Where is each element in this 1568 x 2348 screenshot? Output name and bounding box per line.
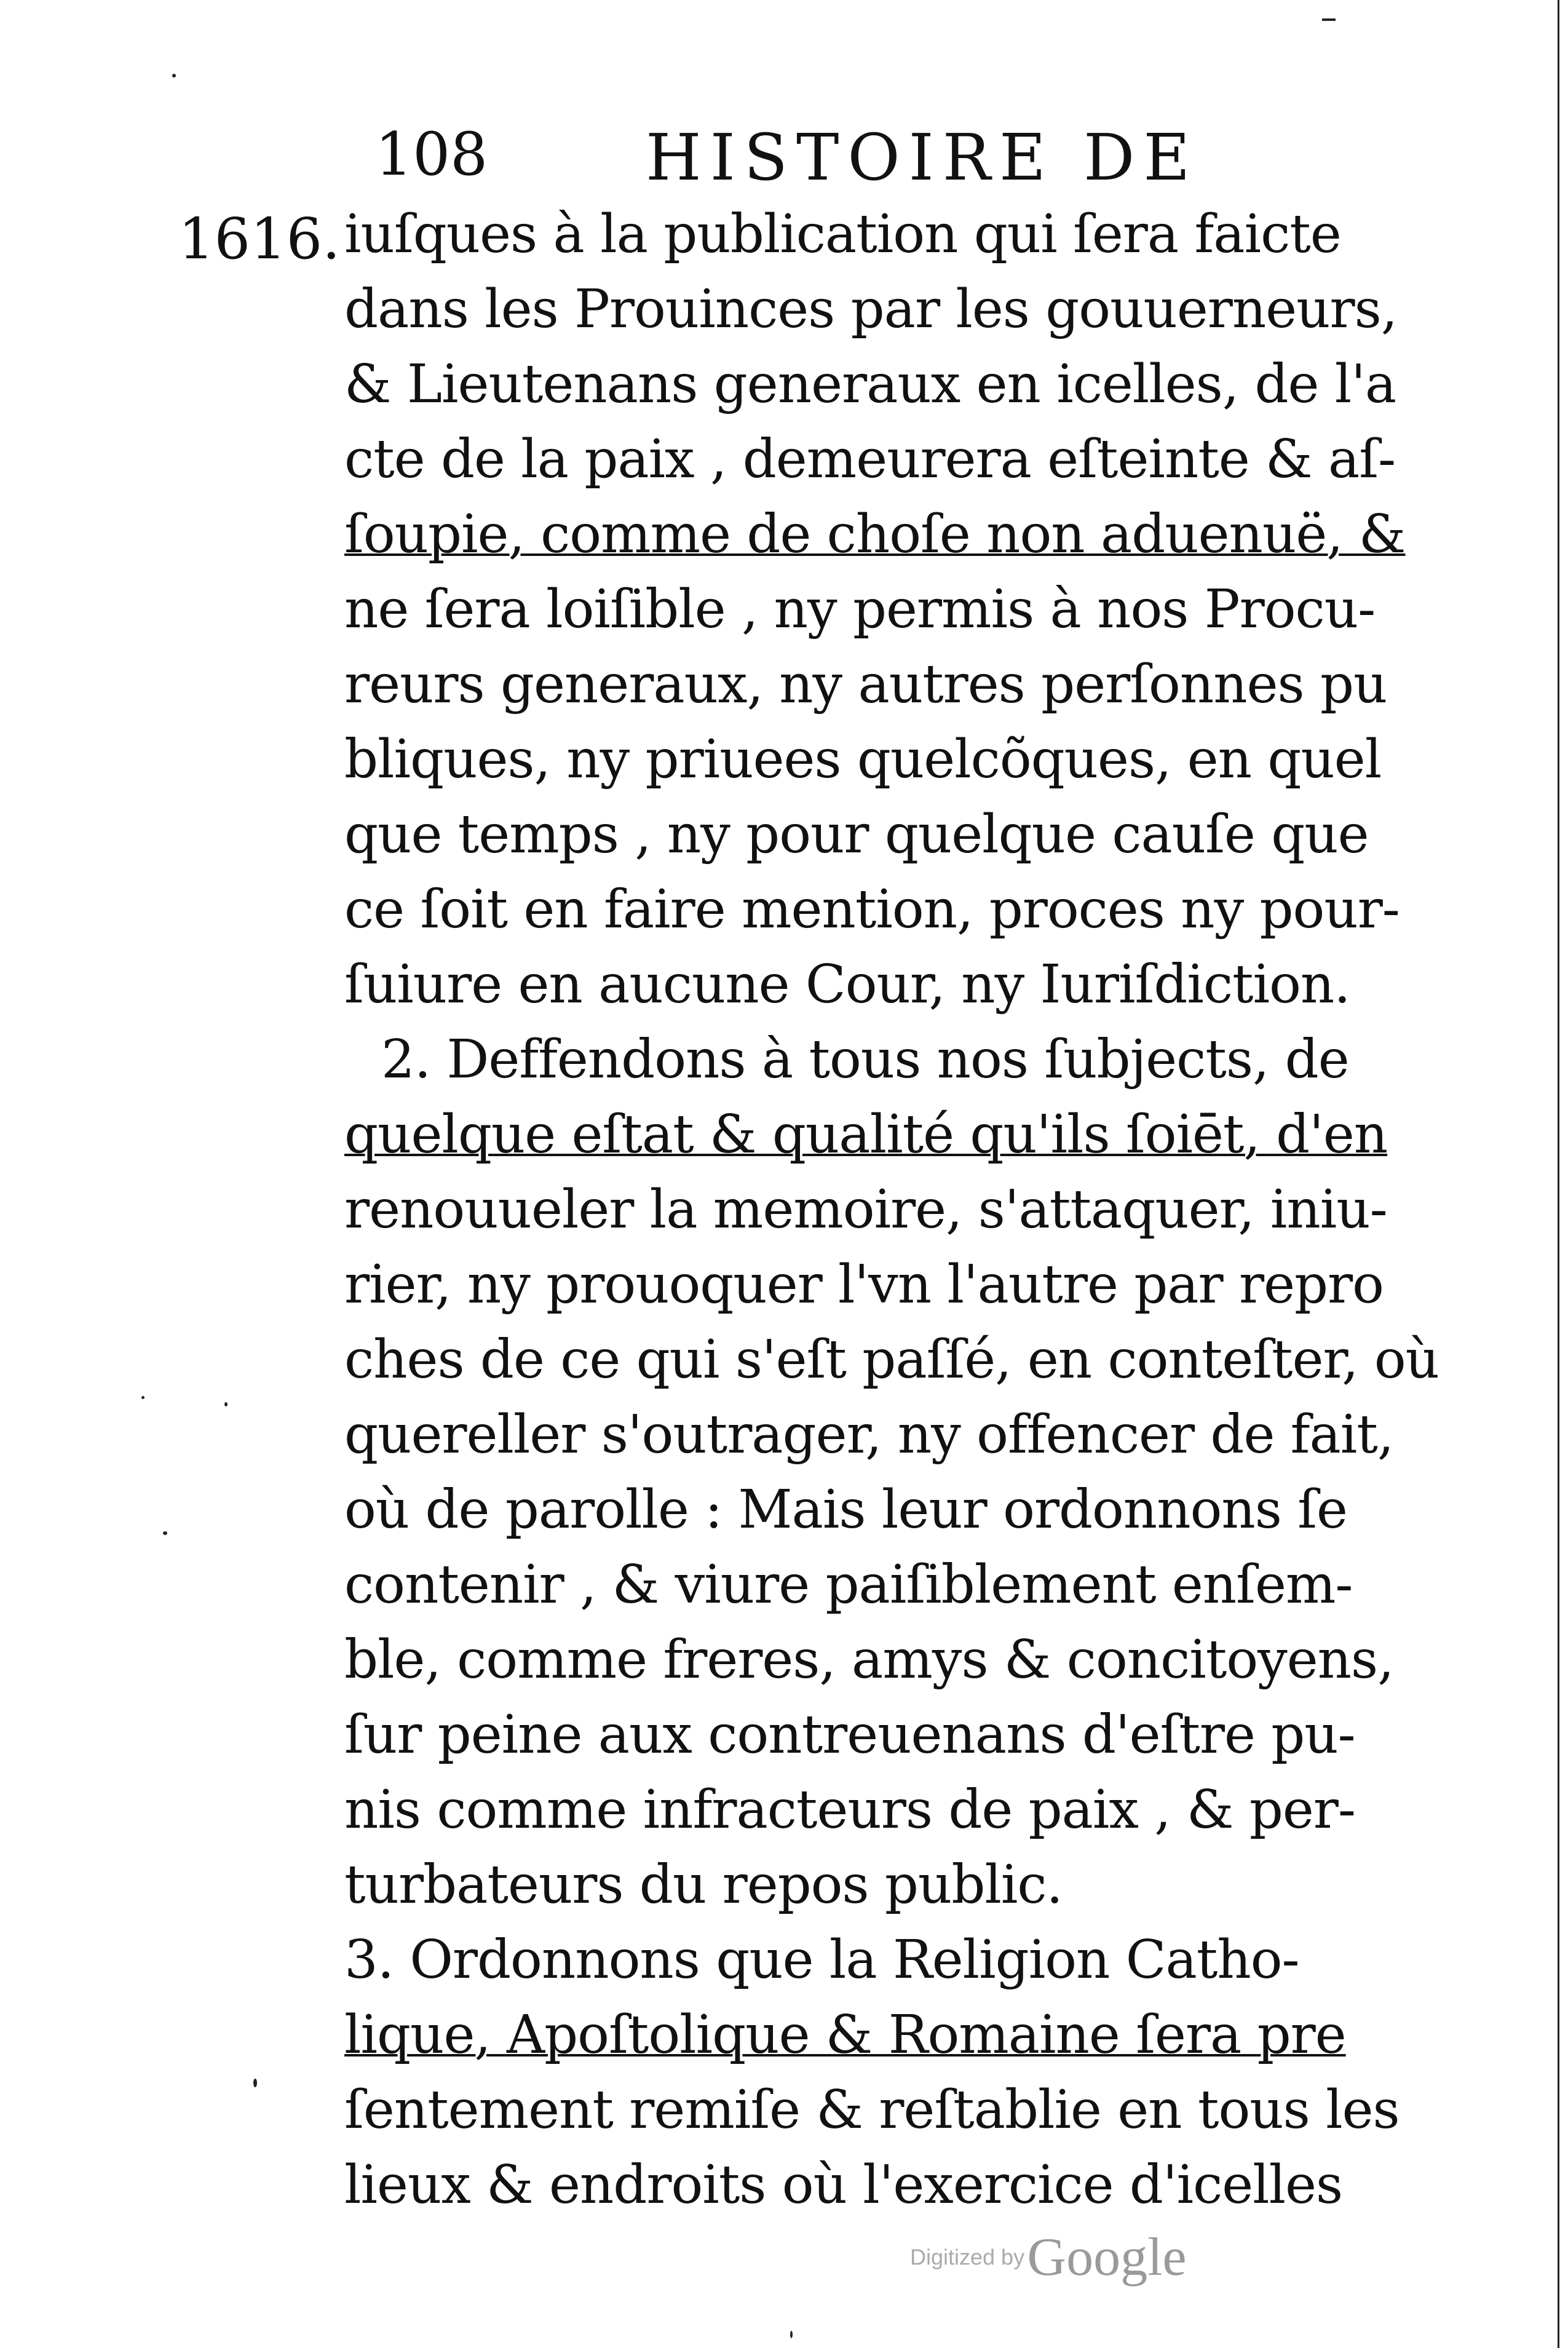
text-line: ble, comme freres, amys & concitoyens, [344,1629,1394,1691]
scan-speck [790,2331,793,2338]
running-title: HISTOIRE DE [646,120,1199,195]
page-header [375,120,1420,206]
digitized-watermark [910,2226,1187,2288]
google-logo: Google [1027,2227,1187,2287]
margin-year: 1616. [178,206,341,272]
text-line: ce ſoit en faire mention, proces ny pour- [344,879,1400,940]
scan-speck [172,74,176,77]
text-line: bliques, ny priuees quelcõques, en quel [344,729,1382,790]
text-line: où de parolle : Mais leur ordonnons ſe [344,1479,1347,1541]
page-number: 108 [375,120,488,189]
text-line: 2. Deffendons à tous nos ſubjects, de [381,1029,1349,1090]
text-line: lieux & endroits où l'exercice d'icelles [344,2154,1343,2216]
body-text [344,197,1439,2223]
scan-speck [163,1531,167,1535]
text-line: rier, ny prouoquer l'vn l'autre par repro [344,1254,1384,1315]
scan-speck [224,1402,228,1406]
text-line: quereller s'outrager, ny offencer de fait, [344,1404,1394,1466]
text-line: quelque eſtat & qualité qu'ils ſoiēt, d'en [344,1104,1388,1165]
scan-speck [253,2079,257,2087]
page-edge [1558,0,1568,2348]
text-line: ſentement remiſe & reſtablie en tous les [344,2079,1400,2141]
text-line: contenir , & viure paiſiblement enſem- [344,1554,1353,1616]
text-line: que temps , ny pour quelque cauſe que [344,804,1369,865]
text-line: ſoupie, comme de choſe non aduenuë, & [344,504,1406,565]
text-line: nis comme infracteurs de paix , & per- [344,1779,1355,1841]
scan-speck [1322,18,1336,21]
text-line: reurs generaux, ny autres perſonnes pu [344,654,1387,715]
watermark-prefix: Digitized by [910,2244,1025,2270]
scan-speck [141,1396,145,1399]
text-line: iuſques à la publication qui ſera faicte [344,204,1341,265]
text-line: ſuiure en aucune Cour, ny Iuriſdiction. [344,954,1350,1015]
text-line: & Lieutenans generaux en icelles, de l'a [344,354,1396,415]
text-line: 3. Ordonnons que la Religion Catho- [344,1929,1299,1991]
text-line: dans les Prouinces par les gouuerneurs, [344,279,1398,340]
text-line: lique, Apoſtolique & Romaine ſera pre [344,2004,1346,2066]
text-line: renouueler la memoire, s'attaquer, iniu- [344,1179,1387,1240]
text-line: turbateurs du repos public. [344,1854,1063,1916]
text-line: ſur peine aux contreuenans d'eſtre pu- [344,1704,1355,1766]
text-line: ne ſera loiſible , ny permis à nos Procu- [344,579,1376,640]
text-line: cte de la paix , demeurera eſteinte & aſ- [344,429,1396,490]
text-line: ches de ce qui s'eſt paſſé, en conteſter, où [344,1329,1439,1390]
